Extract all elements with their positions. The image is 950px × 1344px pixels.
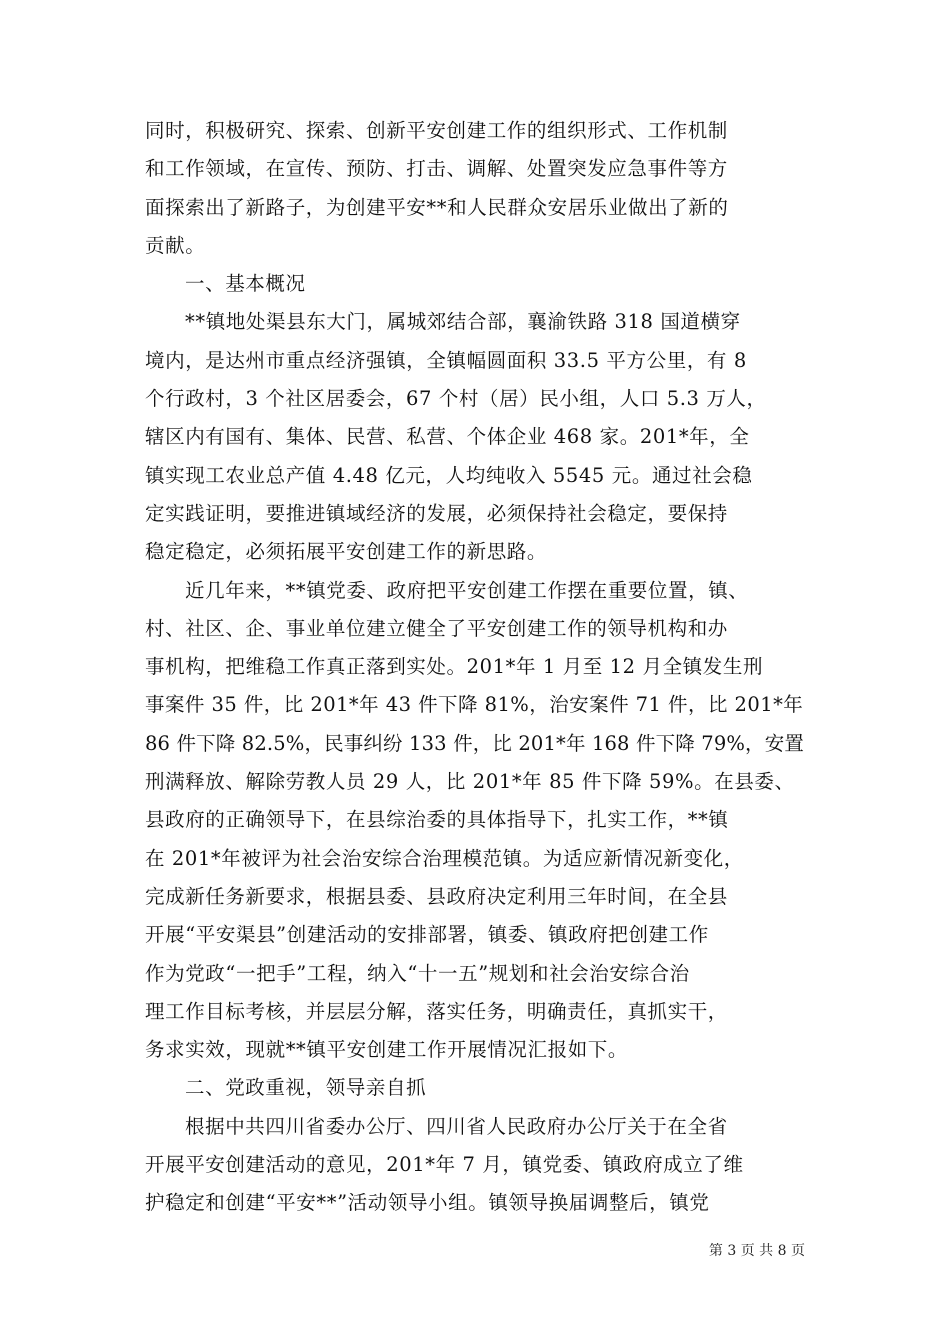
text-line: 近几年来，**镇党委、政府把平安创建工作摆在重要位置，镇、	[185, 578, 749, 602]
text-line: 务求实效，现就**镇平安创建工作开展情况汇报如下。	[145, 1038, 629, 1062]
text-line: 开展“平安渠县”创建活动的安排部署，镇委、镇政府把创建工作	[145, 923, 709, 947]
text-line: 完成新任务新要求，根据县委、县政府决定利用三年时间，在全县	[145, 884, 728, 908]
text-line: 同时，积极研究、探索、创新平安创建工作的组织形式、工作机制	[145, 119, 728, 142]
text-line: 在 201*年被评为社会治安综合治理模范镇。为适应新情况新变化，	[145, 846, 744, 870]
text-line: 作为党政“一把手”工程，纳入“十一五”规划和社会治安综合治	[145, 961, 690, 985]
text-line: 事案件 35 件，比 201*年 43 件下降 81%，治安案件 71 件，比 201*年	[145, 693, 804, 717]
text-line: 境内，是达州市重点经济强镇，全镇幅圆面积 33.5 平方公里，有 8	[145, 348, 747, 372]
text-line: **镇地处渠县东大门，属城郊结合部，襄渝铁路 318 国道横穿	[185, 310, 741, 334]
text-line: 一、基本概况	[185, 272, 306, 296]
text-line: 面探索出了新路子，为创建平安**和人民群众安居乐业做出了新的	[145, 195, 729, 219]
text-line: 和工作领域，在宣传、预防、打击、调解、处置突发应急事件等方	[145, 157, 728, 181]
text-line: 二、党政重视，领导亲自抓	[185, 1076, 427, 1100]
text-line: 镇实现工农业总产值 4.48 亿元，人均纯收入 5545 元。通过社会稳	[145, 463, 753, 487]
text-line: 村、社区、企、事业单位建立健全了平安创建工作的领导机构和办	[145, 616, 728, 640]
text-line: 个行政村，3 个社区居委会，67 个村（居）民小组，人口 5.3 万人，	[145, 387, 767, 411]
text-line: 辖区内有国有、集体、民营、私营、个体企业 468 家。201*年，全	[145, 425, 750, 449]
page-number: 第 3 页 共 8 页	[708, 1243, 805, 1259]
text-line: 稳定稳定，必须拓展平安创建工作的新思路。	[145, 540, 548, 564]
text-line: 86 件下降 82.5%，民事纠纷 133 件，比 201*年 168 件下降 79%，安置	[145, 731, 804, 755]
text-line: 县政府的正确领导下，在县综治委的具体指导下，扎实工作，**镇	[145, 808, 729, 832]
text-line: 刑满释放、解除劳教人员 29 人，比 201*年 85 件下降 59%。在县委、	[145, 770, 795, 794]
text-line: 定实践证明，要推进镇域经济的发展，必须保持社会稳定，要保持	[145, 501, 728, 525]
text-line: 开展平安创建活动的意见，201*年 7 月，镇党委、镇政府成立了维	[145, 1153, 744, 1177]
text-line: 根据中共四川省委办公厅、四川省人民政府办公厅关于在全省	[185, 1114, 728, 1138]
text-line: 事机构，把维稳工作真正落到实处。201*年 1 月至 12 月全镇发生刑	[145, 655, 764, 679]
text-line: 理工作目标考核，并层层分解，落实任务，明确责任，真抓实干，	[145, 999, 728, 1023]
text-line: 贡献。	[145, 233, 206, 257]
text-line: 护稳定和创建“平安**”活动领导小组。镇领导换届调整后，镇党	[145, 1191, 710, 1215]
document-body	[145, 112, 805, 1223]
